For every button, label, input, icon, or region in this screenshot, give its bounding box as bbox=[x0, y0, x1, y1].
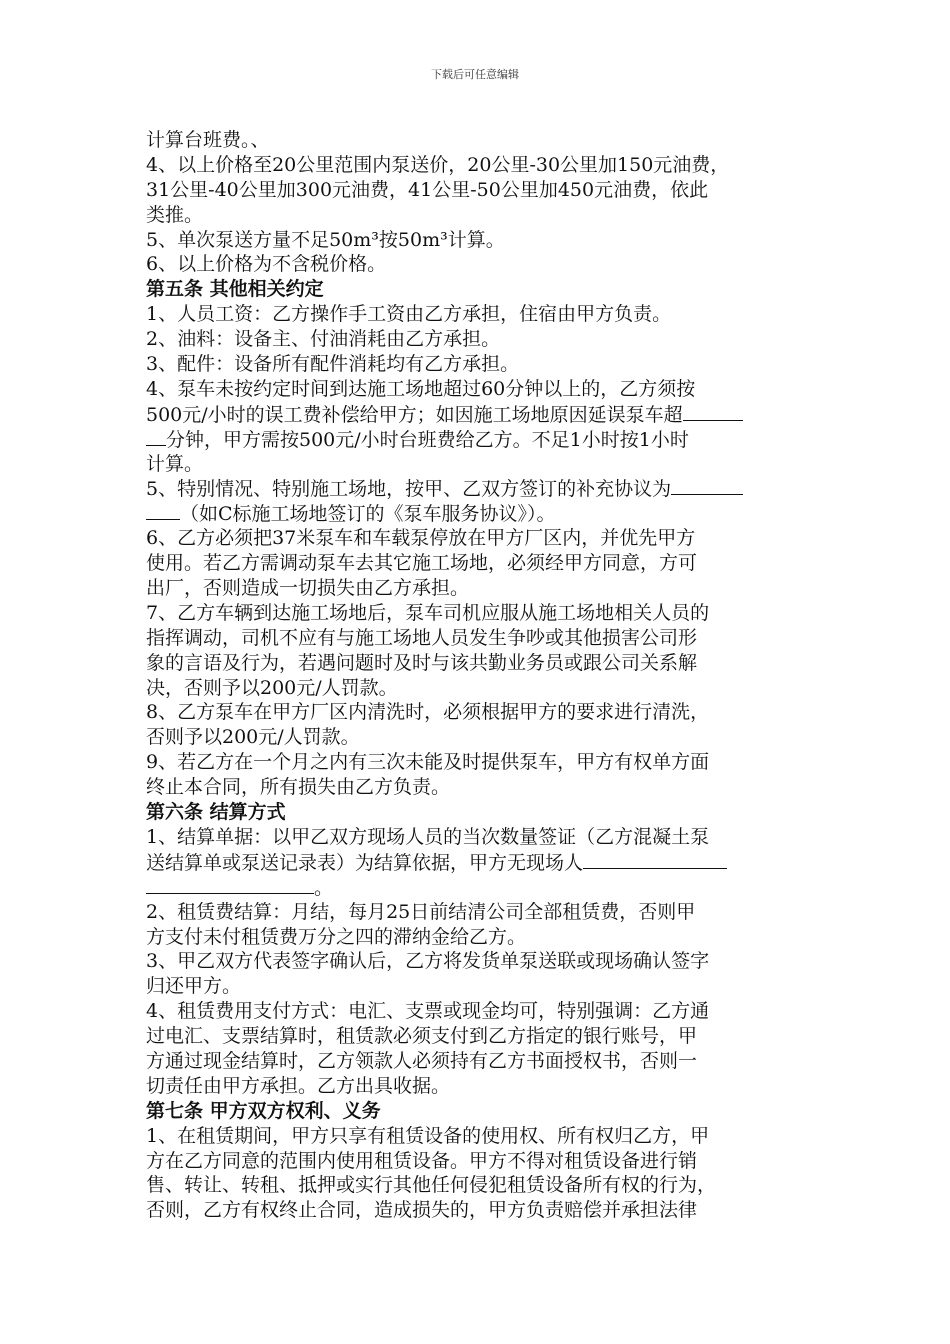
line-text: 指挥调动，司机不应有与施工场地人员发生争吵或其他损害公司形 bbox=[146, 626, 698, 649]
line-text: 3、甲乙双方代表签字确认后，乙方将发货单泵送联或现场确认签字 bbox=[146, 950, 710, 973]
section-heading bbox=[146, 1099, 810, 1124]
fill-in-blank bbox=[146, 501, 180, 520]
line-text: 3、配件：设备所有配件消耗均有乙方承担。 bbox=[146, 353, 520, 376]
fill-in-blank bbox=[146, 875, 314, 894]
line-text: 计算。 bbox=[146, 452, 204, 475]
text-line bbox=[146, 476, 810, 501]
text-line bbox=[146, 1074, 810, 1099]
document-body bbox=[146, 128, 810, 1223]
line-text: 第五条 其他相关约定 bbox=[146, 278, 324, 301]
text-line bbox=[146, 427, 810, 452]
line-text: 8、乙方泵车在甲方厂区内清洗时，必须根据甲方的要求进行清洗， bbox=[146, 701, 710, 724]
text-line bbox=[146, 526, 810, 551]
text-line bbox=[146, 178, 810, 203]
line-text: 第六条 结算方式 bbox=[146, 801, 286, 824]
text-line bbox=[146, 850, 810, 875]
text-line bbox=[146, 949, 810, 974]
line-text: 第七条 甲方双方权利、义务 bbox=[146, 1099, 381, 1122]
line-text: 31公里-40公里加300元油费，41公里-50公里加450元油费，依此 bbox=[146, 178, 709, 201]
line-text: 9、若乙方在一个月之内有三次未能及时提供泵车，甲方有权单方面 bbox=[146, 751, 710, 774]
text-line bbox=[146, 900, 810, 925]
text-line bbox=[146, 1024, 810, 1049]
line-text: 4、租赁费用支付方式：电汇、支票或现金均可，特别强调：乙方通 bbox=[146, 1000, 710, 1023]
line-text: 2、租赁费结算：月结，每月25日前结清公司全部租赁费，否则甲 bbox=[146, 900, 696, 923]
text-line bbox=[146, 203, 810, 228]
line-text: 方在乙方同意的范围内使用租赁设备。甲方不得对租赁设备进行销 bbox=[146, 1149, 698, 1172]
line-text: 归还甲方。 bbox=[146, 975, 242, 998]
line-text: 7、乙方车辆到达施工场地后，泵车司机应服从施工场地相关人员的 bbox=[146, 601, 710, 624]
text-line bbox=[146, 402, 810, 427]
section-heading bbox=[146, 277, 810, 302]
text-line bbox=[146, 1049, 810, 1074]
line-text: 计算台班费。、 bbox=[146, 129, 270, 151]
line-text: 6、乙方必须把37米泵车和车载泵停放在甲方厂区内，并优先甲方 bbox=[146, 527, 696, 550]
text-line bbox=[146, 700, 810, 725]
line-text: 5、特别情况、特别施工场地，按甲、乙双方签订的补充协议为 bbox=[146, 478, 672, 501]
text-line bbox=[146, 601, 810, 626]
text-line bbox=[146, 651, 810, 676]
text-line bbox=[146, 1198, 810, 1223]
fill-in-blank bbox=[683, 402, 743, 421]
text-line bbox=[146, 1149, 810, 1174]
text-line bbox=[146, 501, 810, 526]
fill-in-blank bbox=[583, 850, 727, 869]
text-line bbox=[146, 725, 810, 750]
line-text: 售、转让、转租、抵押或实行其他任何侵犯租赁设备所有权的行为， bbox=[146, 1174, 717, 1197]
line-text: 否则，乙方有权终止合同，造成损失的，甲方负责赔偿并承担法律 bbox=[146, 1199, 698, 1222]
line-text: 1、结算单据：以甲乙双方现场人员的当次数量签证（乙方混凝土泵 bbox=[146, 825, 710, 848]
line-text: 。 bbox=[314, 876, 334, 899]
text-line bbox=[146, 925, 810, 950]
section-heading bbox=[146, 800, 810, 825]
line-text: 过电汇、支票结算时，租赁款必须支付到乙方指定的银行账号，甲 bbox=[146, 1025, 698, 1048]
text-line bbox=[146, 551, 810, 576]
fill-in-blank bbox=[671, 476, 743, 495]
text-line bbox=[146, 825, 810, 850]
line-text: 类推。 bbox=[146, 203, 204, 226]
line-text: 1、人员工资：乙方操作手工资由乙方承担，住宿由甲方负责。 bbox=[146, 303, 672, 326]
line-text: 4、泵车未按约定时间到达施工场地超过60分钟以上的，乙方须按 bbox=[146, 377, 696, 400]
line-text: 决，否则予以200元/人罚款。 bbox=[146, 676, 398, 699]
text-line bbox=[146, 1124, 810, 1149]
text-line bbox=[146, 302, 810, 327]
line-text: 切责任由甲方承担。乙方出具收据。 bbox=[146, 1074, 451, 1097]
text-line bbox=[146, 128, 810, 153]
text-line bbox=[146, 750, 810, 775]
line-text: 送结算单或泵送记录表）为结算依据，甲方无现场人 bbox=[146, 851, 584, 874]
text-line bbox=[146, 252, 810, 277]
text-line bbox=[146, 377, 810, 402]
fill-in-blank bbox=[146, 427, 166, 446]
text-line bbox=[146, 1173, 810, 1198]
line-text: 分钟，甲方需按500元/小时台班费给乙方。不足1小时按1小时 bbox=[166, 428, 689, 451]
text-line bbox=[146, 775, 810, 800]
text-line bbox=[146, 676, 810, 701]
text-line bbox=[146, 626, 810, 651]
line-text: 2、油料：设备主、付油消耗由乙方承担。 bbox=[146, 328, 501, 351]
text-line bbox=[146, 999, 810, 1024]
text-line bbox=[146, 352, 810, 377]
text-line bbox=[146, 228, 810, 253]
text-line bbox=[146, 452, 810, 477]
text-line bbox=[146, 153, 810, 178]
text-line bbox=[146, 974, 810, 999]
line-text: 使用。若乙方需调动泵车去其它施工场地，必须经甲方同意，方可 bbox=[146, 552, 698, 575]
line-text: 终止本合同，所有损失由乙方负责。 bbox=[146, 776, 451, 799]
line-text: 1、在租赁期间，甲方只享有租赁设备的使用权、所有权归乙方，甲 bbox=[146, 1124, 710, 1147]
line-text: 方支付未付租赁费万分之四的滞纳金给乙方。 bbox=[146, 925, 527, 948]
line-text: 否则予以200元/人罚款。 bbox=[146, 726, 360, 749]
line-text: 象的言语及行为，若遇问题时及时与该共勤业务员或跟公司关系解 bbox=[146, 651, 698, 674]
line-text: 方通过现金结算时，乙方领款人必须持有乙方书面授权书，否则一 bbox=[146, 1049, 698, 1072]
page-header: 下载后可任意编辑 bbox=[431, 68, 519, 81]
line-text: 出厂，否则造成一切损失由乙方承担。 bbox=[146, 577, 470, 600]
text-line bbox=[146, 327, 810, 352]
line-text: 6、以上价格为不含税价格。 bbox=[146, 253, 387, 276]
line-text: 5、单次泵送方量不足50m³按50m³计算。 bbox=[146, 228, 505, 251]
text-line bbox=[146, 576, 810, 601]
text-line bbox=[146, 875, 810, 900]
line-text: （如C标施工场地签订的《泵车服务协议》）。 bbox=[180, 503, 556, 526]
line-text: 500元/小时的误工费补偿给甲方；如因施工场地原因延误泵车超 bbox=[146, 403, 683, 426]
line-text: 4、以上价格至20公里范围内泵送价，20公里-30公里加150元油费， bbox=[146, 153, 730, 176]
